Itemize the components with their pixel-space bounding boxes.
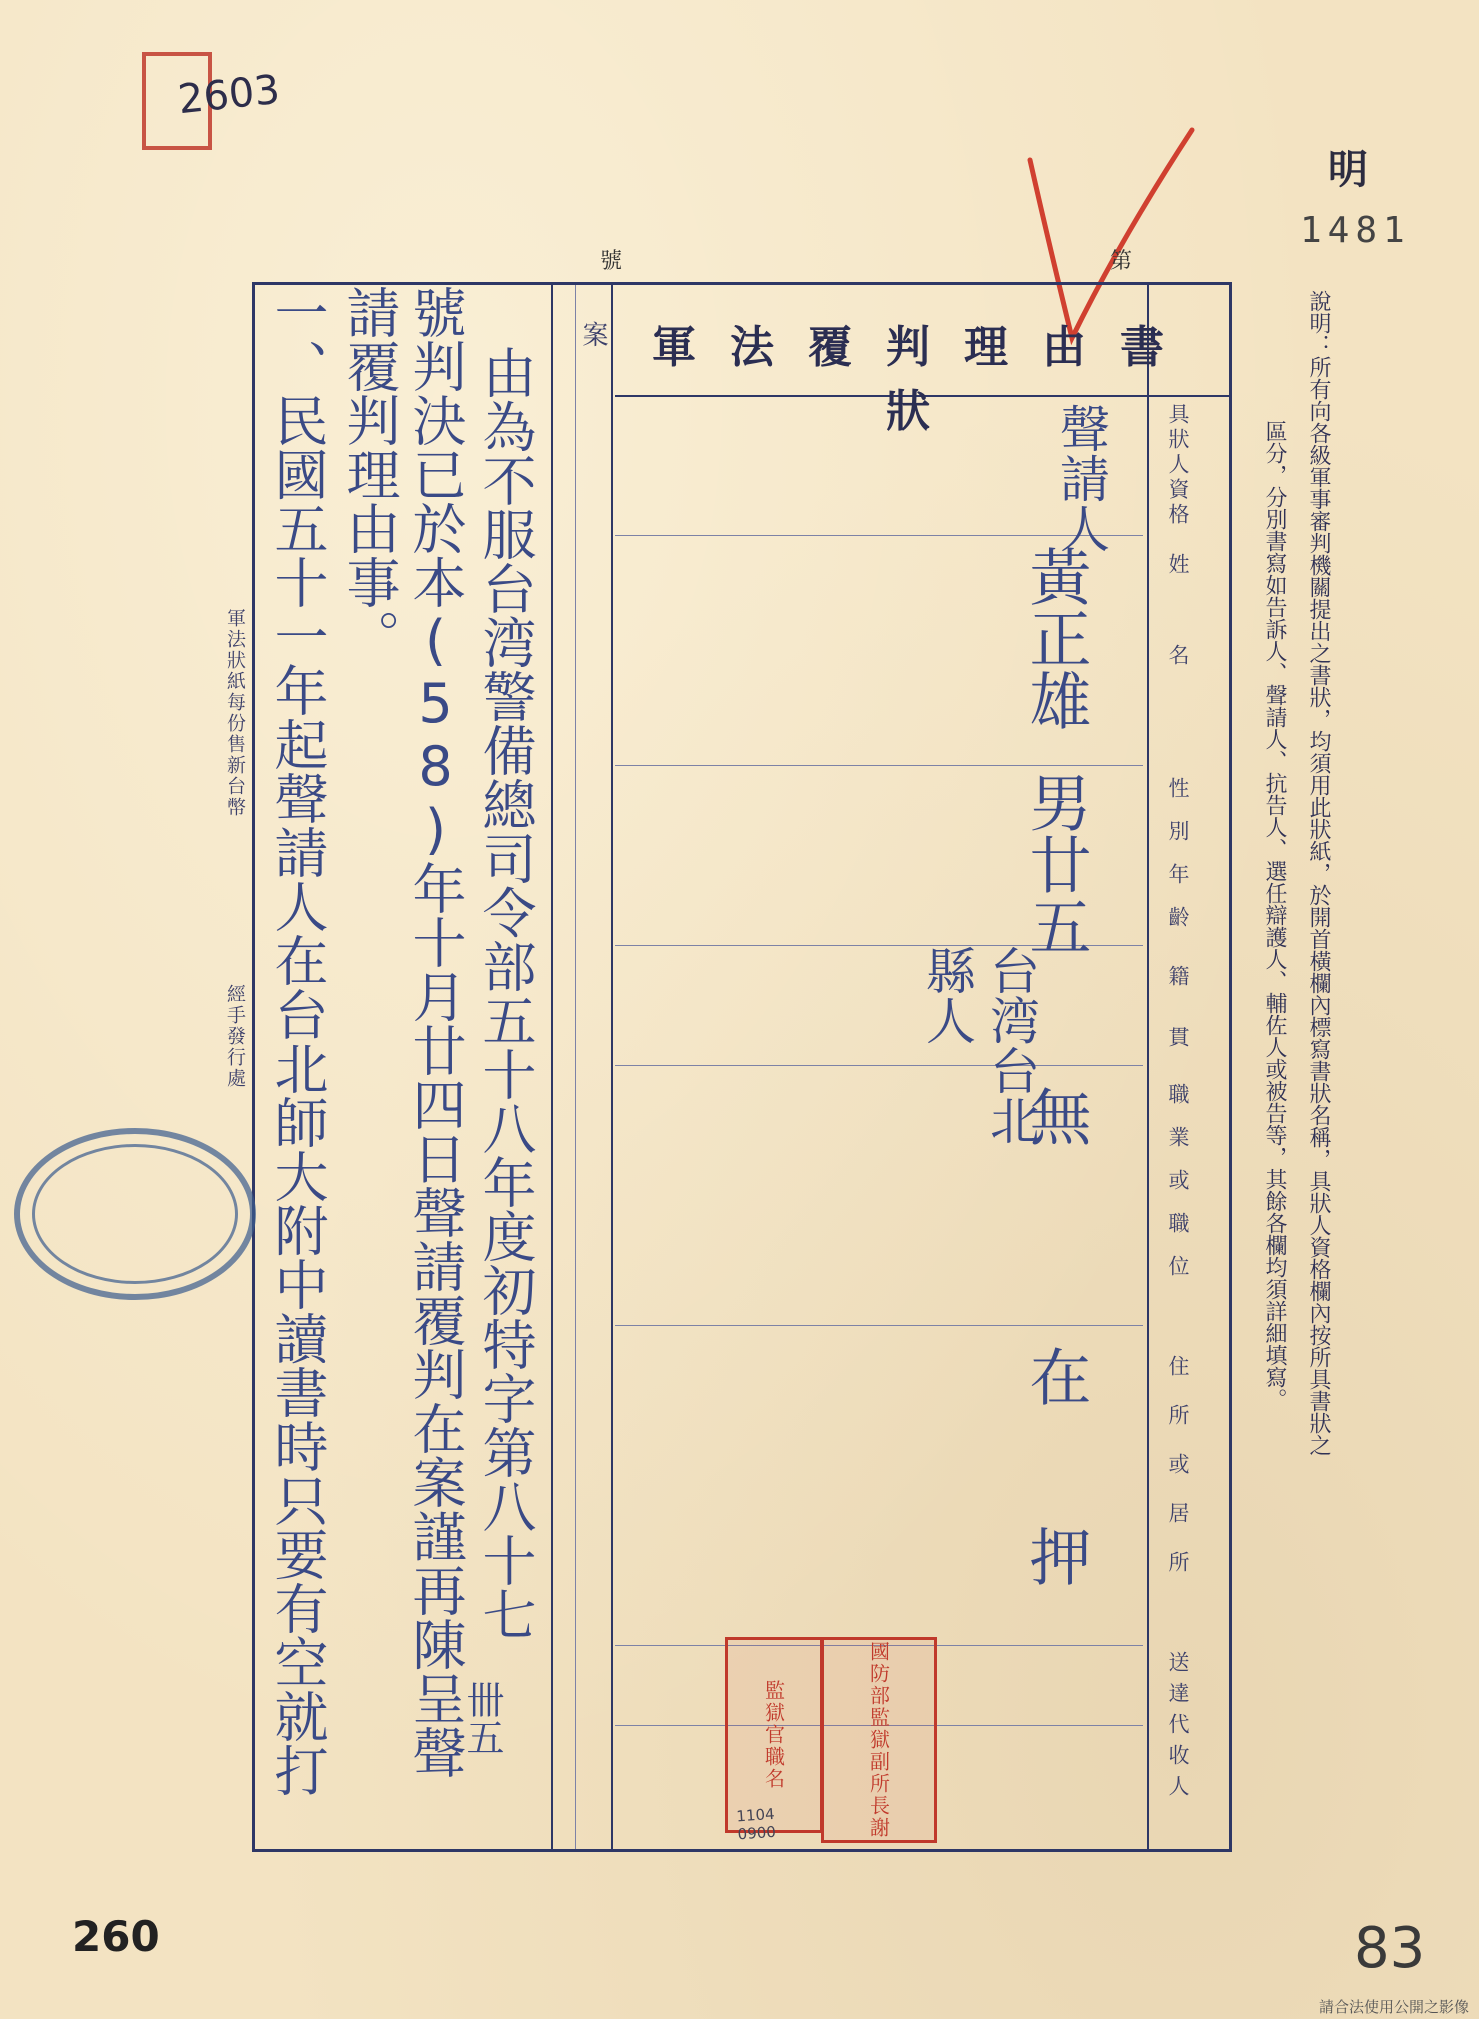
marker-char: 明 bbox=[1328, 146, 1368, 193]
label-sex-age: 性別年齡 bbox=[1166, 777, 1190, 949]
applicant-occupation: 無 bbox=[1019, 1085, 1092, 1147]
marker-number: 1481 bbox=[1300, 210, 1411, 251]
instruction-note-line-1: 說明：所有向各級軍事審判機關提出之書狀，均須用此狀紙，於開首橫欄內標寫書狀名稱，具狀人資格欄內按所具書狀之 bbox=[1306, 290, 1331, 1456]
instruction-note-line-2: 區分，分別書寫如告訴人、聲請人、抗告人、選任辯護人、輔佐人或被告等，其餘各欄均須詳細填寫。 bbox=[1262, 420, 1287, 1410]
label-name: 姓名 bbox=[1166, 553, 1190, 735]
official-stamp-left: 監獄官職名 bbox=[725, 1637, 823, 1833]
body-line-1: 由為不服台湾警備總司令部五十八年度初特字第八十七 bbox=[474, 345, 537, 1641]
body-marginal: 卌五 bbox=[460, 1680, 504, 1756]
body-line-2: 號判決已於本(58)年十月廿四日聲請覆判在案謹再陳呈聲 bbox=[404, 285, 467, 1779]
body-line-3: 請覆判理由事。 bbox=[338, 285, 401, 663]
applicant-origin: 台湾台北縣人 bbox=[918, 945, 1040, 1145]
row-line bbox=[615, 1325, 1143, 1326]
issuer-note: 經手發行處 bbox=[224, 984, 246, 1089]
body-line-4: 一、民國五十一年起聲請人在台北師大附中讀書時只要有空就打 bbox=[266, 285, 329, 1797]
label-occupation: 職業或職位 bbox=[1166, 1083, 1190, 1298]
row-line bbox=[615, 765, 1143, 766]
row-line bbox=[615, 1065, 1143, 1066]
official-stamp-right: 國防部監獄副所長謝 bbox=[821, 1637, 937, 1843]
divider-body bbox=[551, 285, 553, 1849]
price-note: 軍法狀紙每份售新台幣 bbox=[224, 608, 246, 818]
divider-case bbox=[611, 285, 613, 1849]
circular-seal-icon bbox=[14, 1128, 256, 1300]
applicant-seal: 押 bbox=[1019, 1525, 1092, 1587]
applicant-name: 黃正雄 bbox=[1019, 545, 1092, 731]
dai-label: 第 bbox=[1110, 249, 1133, 274]
form-table bbox=[252, 282, 1232, 1852]
label-residence: 住所或居所 bbox=[1166, 1355, 1190, 1600]
label-qualification: 具狀人資格 bbox=[1166, 403, 1190, 528]
applicant-residence: 在 bbox=[1019, 1345, 1092, 1407]
watermark-note: 請合法使用公開之影像 bbox=[1318, 1998, 1469, 2016]
label-recipient: 送達代收人 bbox=[1166, 1651, 1190, 1806]
form-title: 軍法覆判理由書狀 bbox=[652, 322, 1198, 437]
divider-labels bbox=[1147, 285, 1149, 1849]
applicant-sex-age: 男廿五 bbox=[1019, 771, 1092, 957]
divider-faint bbox=[575, 285, 576, 1849]
hao-label: 號 bbox=[600, 249, 623, 274]
top-stamp-number: 2603 bbox=[175, 66, 282, 124]
label-origin: 籍貫 bbox=[1166, 965, 1190, 1087]
applicant-qualification: 聲請人 bbox=[1052, 403, 1110, 553]
page-number: 260 bbox=[72, 1912, 160, 1961]
pencil-number: 83 bbox=[1354, 1916, 1426, 1981]
stamp-date-mark: 1104 0900 bbox=[735, 1804, 777, 1844]
case-label: 案 bbox=[578, 321, 608, 347]
